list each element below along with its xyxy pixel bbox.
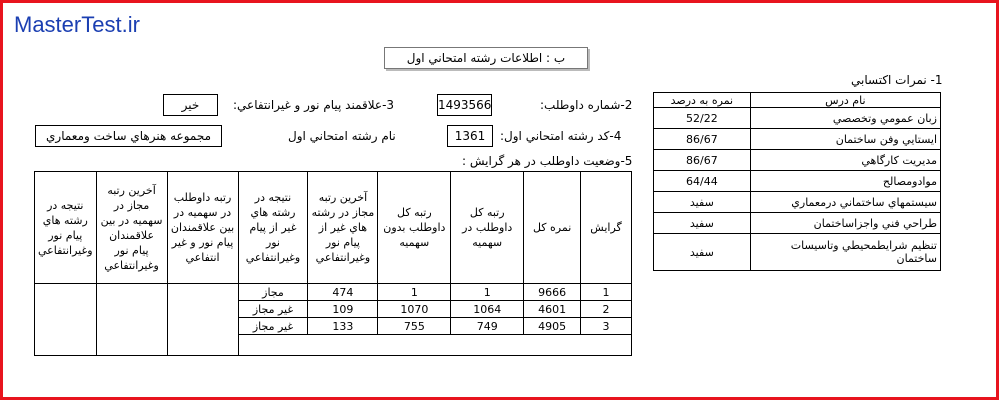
- exam-code-label: 4-كد رشته امتحاني اول:: [500, 129, 622, 143]
- status-cell: 133: [308, 318, 378, 335]
- grades-header-score: نمره به درصد: [654, 93, 751, 108]
- status-table: [34, 171, 632, 356]
- status-cell: 1070: [378, 301, 451, 318]
- course-score: 64/44: [654, 171, 751, 192]
- grades-row: [654, 192, 941, 213]
- status-row: [35, 284, 632, 301]
- status-cell: غير مجاز: [238, 301, 308, 318]
- status-header: آخرين رتبه مجاز در رشته هاي غير از پيام نور وغيرانتفاعي: [308, 172, 378, 284]
- course-score: سفيد: [654, 192, 751, 213]
- status-header: رتبه داوطلب در سهميه در بين علاقمندان پيام نور و غير انتفاعي: [167, 172, 238, 284]
- watermark: MasterTest.ir: [14, 12, 140, 37]
- status-cell: 1: [451, 284, 524, 301]
- status-cell: 4905: [524, 318, 581, 335]
- exam-code-field: 1361: [447, 125, 493, 147]
- status-cell: 1: [581, 284, 632, 301]
- grades-row: [654, 213, 941, 234]
- status-cell: غير مجاز: [238, 318, 308, 335]
- status-header: رتبه كل داوطلب در سهميه: [451, 172, 524, 284]
- status-cell-empty: [167, 284, 238, 356]
- status-cell-empty: [96, 284, 167, 356]
- status-header: رتبه كل داوطلب بدون سهميه: [378, 172, 451, 284]
- course-name: طراحي فني واجزاساختمان: [750, 213, 940, 234]
- grades-row: [654, 234, 941, 271]
- grades-table: [653, 92, 941, 271]
- status-cell: 9666: [524, 284, 581, 301]
- interest-label: 3-علاقمند پيام نور و غيرانتفاعي:: [233, 98, 395, 112]
- course-name: سيستمهاي ساختماني درمعماري: [750, 192, 940, 213]
- exam-name-field: مجموعه هنرهاي ساخت ومعماري: [35, 125, 222, 147]
- interest-field: خير: [163, 94, 218, 116]
- grades-label: 1- نمرات اكتسابي: [851, 73, 943, 87]
- course-score: سفيد: [654, 213, 751, 234]
- course-name: مديريت كارگاهي: [750, 150, 940, 171]
- status-cell-empty: [238, 335, 632, 356]
- status-cell: 1064: [451, 301, 524, 318]
- course-score: 52/22: [654, 108, 751, 129]
- applicant-no-field: 1493566: [437, 94, 492, 116]
- course-name: ايستايي وفن ساختمان: [750, 129, 940, 150]
- status-header: آخرين رتبه مجاز در سهميه در بين علاقمندان پيام نور وغيرانتفاعي: [96, 172, 167, 284]
- grades-row: [654, 171, 941, 192]
- status-header: گرايش: [581, 172, 632, 284]
- course-name: موادومصالح: [750, 171, 940, 192]
- course-score: 86/67: [654, 129, 751, 150]
- status-cell: 109: [308, 301, 378, 318]
- status-header-row: [35, 172, 632, 284]
- status-label: 5-وضعيت داوطلب در هر گرايش :: [462, 154, 633, 168]
- status-header: نتيجه در رشته هاي غير از پيام نور وغيرانتفاعي: [238, 172, 308, 284]
- grades-header-row: [654, 93, 941, 108]
- course-score: 86/67: [654, 150, 751, 171]
- applicant-no-label: 2-شماره داوطلب:: [540, 98, 633, 112]
- status-cell: 3: [581, 318, 632, 335]
- status-cell: 474: [308, 284, 378, 301]
- course-name: تنظيم شرايطمحيطي وتاسيسات ساختمان: [750, 234, 940, 271]
- grades-row: [654, 129, 941, 150]
- status-cell: 4601: [524, 301, 581, 318]
- section-title: ب : اطلاعات رشته امتحاني اول: [384, 47, 588, 69]
- grades-row: [654, 108, 941, 129]
- course-score: سفيد: [654, 234, 751, 271]
- status-cell: 749: [451, 318, 524, 335]
- course-name: زبان عمومي وتخصصي: [750, 108, 940, 129]
- grades-row: [654, 150, 941, 171]
- status-cell: مجاز: [238, 284, 308, 301]
- status-cell: 1: [378, 284, 451, 301]
- grades-header-course: نام درس: [750, 93, 940, 108]
- status-cell: 755: [378, 318, 451, 335]
- exam-name-label: نام رشته امتحاني اول: [288, 129, 396, 143]
- status-header: نتيجه در رشته هاي پيام نور وغيرانتفاعي: [35, 172, 97, 284]
- status-cell: 2: [581, 301, 632, 318]
- status-cell-empty: [35, 284, 97, 356]
- status-header: نمره كل: [524, 172, 581, 284]
